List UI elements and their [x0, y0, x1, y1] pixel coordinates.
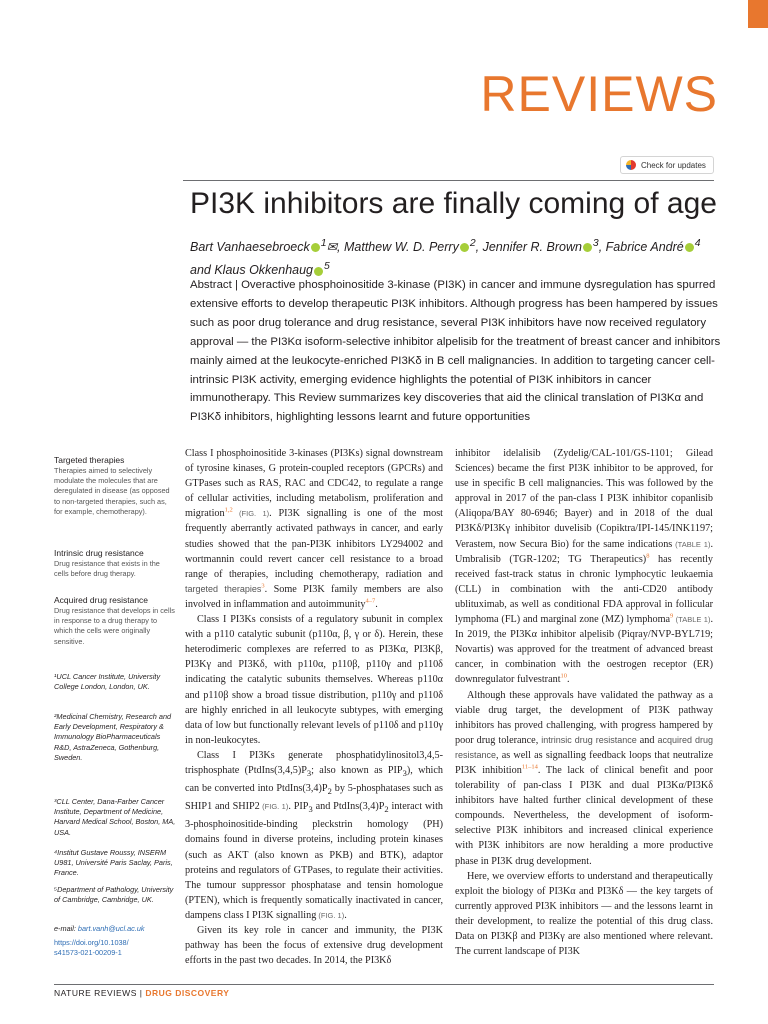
- author-name[interactable]: , Matthew W. D. Perry: [337, 240, 459, 255]
- author-name[interactable]: and Klaus Okkenhaug: [190, 263, 314, 278]
- body-column-1: [185, 446, 443, 968]
- text-run: . PIP: [288, 801, 309, 813]
- paragraph: [185, 446, 443, 612]
- affiliation-sup: 3: [592, 238, 599, 249]
- affiliation-sup: 5: [324, 261, 330, 273]
- paragraph: [185, 748, 443, 923]
- glossary-term: Acquired drug resistance: [54, 595, 149, 605]
- figure-ref[interactable]: (FIG. 1): [259, 802, 289, 812]
- text-run: ; also known as PIP: [311, 764, 403, 776]
- check-for-updates-button[interactable]: [620, 156, 714, 174]
- citation[interactable]: 10: [560, 673, 568, 681]
- check-for-updates-label: Check for updates: [641, 160, 706, 170]
- text-run: .: [567, 674, 570, 686]
- text-run: interact with 3-phosphoinositide-binding pleckstrin homology (PH) domains found in diverse proteins, including protein kinases (such as AKT (also known as PKB) and BTK), adaptor proteins and regulators of GTPases, to regulate their activities. The tumour suppressor phosphatase and tensin homologue (PTEN), which is frequently somatically inactivated in cancer, dampens class I PI3K signalling: [185, 801, 443, 921]
- glossary-definition: Therapies aimed to selectively modulate the molecules that are deregulated in disease (as opposed to non-targeted therapies, such as, for example, chemotherapy).: [54, 466, 170, 516]
- subscript: 3: [308, 804, 313, 815]
- text-run: Class I PI3Ks generate phosphatidylinositol3,4,5-trisphosphate (PtdIns(3,4,5)P: [185, 749, 443, 776]
- text-run: . Some PI3K family members are also involved in inflammation and autoimmunity: [185, 583, 443, 610]
- subscript: 2: [327, 786, 332, 797]
- glossary-link[interactable]: intrinsic drug resistance: [541, 734, 637, 745]
- text-run: , as well as signalling feedback loops that neutralize PI3K inhibition: [455, 749, 713, 776]
- author-name[interactable]: , Fabrice André: [598, 240, 684, 255]
- figure-ref[interactable]: (FIG. 1): [316, 910, 345, 920]
- doi-link[interactable]: [54, 938, 176, 958]
- orcid-icon[interactable]: [685, 243, 694, 252]
- orcid-icon[interactable]: [583, 243, 592, 252]
- text-run: by 5-phosphatases such as SHIP1 and SHIP2: [185, 783, 443, 813]
- corner-tab: [748, 0, 768, 28]
- affiliation: ¹UCL Cancer Institute, University College London, London, UK.: [54, 672, 161, 692]
- affiliation: ⁵Department of Pathology, University of Cambridge, Cambridge, UK.: [54, 885, 174, 905]
- text-run: and: [636, 734, 658, 746]
- paragraph: Class I PI3Ks consists of a regulatory subunit in complex with a p110 catalytic subunit (p110α, β, γ or δ). Herein, these heterodimeric complexes are referred to as PI3Kα, PI3Kβ, PI3Kγ and PI3Kδ, with p110α, p110β, p110γ and p110δ indicating the catalytic subunits themselves. Whereas p110α and p110β show a broad tissue distribution, p110γ and p110δ are highly enriched in all leukocyte subtypes, with emerging data of low but functionally relevant levels of p110δ and p110γ in non-leukocytes.: [185, 614, 443, 746]
- doi-line: s41573-021-00209-1: [54, 948, 122, 958]
- citation[interactable]: 1,2: [224, 506, 233, 514]
- article-title: PI3K inhibitors are finally coming of age: [190, 187, 717, 220]
- subscript: 2: [384, 804, 389, 815]
- footer-separator: |: [136, 988, 146, 998]
- text-run: inhibitor idelalisib (Zydelig/CAL-101/GS-1101; Gilead Sciences) became the first PI3K inhibitor to be approved, for use in specific B cell malignancies. This was followed by the approval in 2017 of the pan-class I PI3K inhibitor copanlisib (Aliqopa/BAY 80-6946; Bayer) and in 2018 of the dual PI3Kδ/PI3Kγ inhibitor duvelisib (Copiktra/IPI-145/INK1197; Verastem, now Secura Bio) for the same indications: [455, 448, 713, 550]
- glossary-definition: Drug resistance that exists in the cells before drug therapy.: [54, 559, 160, 579]
- glossary-definition: Drug resistance that develops in cells in response to a drug therapy to which the cells were originally sensitive.: [54, 606, 175, 646]
- title-rule: [183, 180, 714, 181]
- paragraph: Here, we overview efforts to understand and therapeutically exploit the biology of PI3Kα and PI3Kδ — the key targets of currently approved PI3K inhibitors — and the lessons learnt in their development, to realize the potential of this drug class. Data on PI3Kβ and PI3Kγ are also mentioned where relevant. The current landscape of PI3K: [455, 870, 713, 958]
- email-label: e-mail:: [54, 924, 78, 933]
- citation[interactable]: 11–14: [521, 763, 538, 771]
- footer-section: DRUG DISCOVERY: [145, 988, 230, 998]
- mail-icon[interactable]: ✉: [326, 240, 338, 255]
- paragraph: Given its key role in cancer and immunity, the PI3K pathway has been the focus of extensive drug development efforts in the past two decades. In 2014, the PI3Kδ: [185, 925, 443, 967]
- section-label: REVIEWS: [480, 66, 718, 122]
- affiliation: ⁴Institut Gustave Roussy, INSERM U981, Université Paris Saclay, Paris, France.: [54, 848, 173, 878]
- text-run: ), which can be converted into PtdIns(3,4)P: [185, 764, 443, 795]
- text-run: has recently received fast-track status in chronic lymphocytic leukaemia (CLL) in combination with the anti-CD20 antibody ublituximab, as well as conditional FDA approval in follicular lymphoma (FL) and marginal zone (MZ) lymphoma: [455, 553, 713, 626]
- text-run: Class I phosphoinositide 3-kinases (PI3Ks) signal downstream of tyrosine kinases, G protein-coupled receptors (GPCRs) and GTPases such as RAS, RAC and CDC42, to regulate a range of cellular activities, including metabolism, proliferation and migration: [185, 448, 443, 520]
- affiliation: ²Medicinal Chemistry, Research and Early Development, Respiratory & Immunology BioPharmaceuticals R&D, AstraZeneca, Gothenburg, Sweden.: [54, 712, 172, 762]
- text-run: and PtdIns(3,4)P: [312, 801, 385, 813]
- email-line: [54, 924, 176, 934]
- table-ref[interactable]: (TABLE 1): [672, 539, 711, 549]
- text-run: .: [375, 598, 378, 610]
- author-name[interactable]: Bart Vanhaesebroeck: [190, 240, 310, 255]
- glossary-link[interactable]: acquired drug resistance: [455, 734, 713, 760]
- text-run: . The lack of clinical benefit and poor tolerability of pan-class I PI3K and dual PI3Kα/PI3Kδ inhibitors have halted further clinical development of these compounds. Nevertheless, the development of isoform-selective PI3K inhibitors and increased clinical experience with PI3K inhibitors are now heralding a more productive phase in PI3K drug development.: [455, 764, 713, 867]
- glossary-term: Intrinsic drug resistance: [54, 548, 144, 558]
- citation[interactable]: 8: [646, 552, 650, 560]
- crossmark-icon: [626, 160, 636, 170]
- glossary-term: Targeted therapies: [54, 455, 125, 465]
- citation[interactable]: 4–7: [365, 597, 376, 605]
- orcid-icon[interactable]: [311, 243, 320, 252]
- text-run: .: [344, 909, 347, 921]
- glossary-link[interactable]: targeted therapies: [185, 583, 262, 594]
- subscript: 3: [402, 768, 407, 778]
- paragraph: [455, 446, 713, 688]
- paragraph: [455, 688, 713, 869]
- citation[interactable]: 3: [261, 582, 265, 590]
- footer: [54, 988, 229, 998]
- affiliation-sup: 4: [694, 238, 701, 249]
- orcid-icon[interactable]: [460, 243, 469, 252]
- text-run: . In 2019, the PI3Kα inhibitor alpelisib (Piqray/NVP-BYL719; Novartis) was approved for the treatment of advanced breast cancer, in combination with the oestrogen receptor (ER) downregulator fulvestrant: [455, 614, 713, 686]
- orcid-icon[interactable]: [314, 267, 323, 276]
- table-ref[interactable]: (TABLE 1): [673, 615, 711, 625]
- citation[interactable]: 9: [670, 612, 674, 620]
- text-run: Although these approvals have validated the pathway as a viable drug target, the development of PI3K pathway inhibitors has proved challenging, with progress hampered by poor drug tolerance,: [455, 689, 713, 746]
- body-column-2: [455, 446, 713, 959]
- author-list: [190, 234, 730, 280]
- affiliation-sup: 1: [320, 238, 327, 249]
- footer-journal: NATURE REVIEWS: [54, 988, 137, 998]
- footer-rule: [54, 984, 714, 985]
- figure-ref[interactable]: (FIG. 1): [232, 509, 270, 519]
- glossary-targeted-therapies: [54, 455, 176, 517]
- abstract: Abstract | Overactive phosphoinositide 3-kinase (PI3K) in cancer and immune dysregulation has spurred extensive efforts to develop therapeutic PI3K inhibitors. Although progress has been hampered by issues such as poor drug tolerance and drug resistance, several PI3K inhibitors have now received regulatory approval — the PI3Kα isoform-selective inhibitor alpelisib for the treatment of breast cancer and inhibitors mainly aimed at the leukocyte-enriched PI3Kδ in B cell malignancies. In addition to targeting cancer cell-intrinsic PI3K activity, emerging evidence highlights the potential of PI3K inhibitors in cancer immunotherapy. This Review summarizes key discoveries that aid the clinical translation of PI3Kα and PI3Kδ inhibitors, highlighting lessons learnt and future opportunities: [190, 279, 721, 424]
- email-link[interactable]: bart.vanh@ucl.ac.uk: [77, 924, 145, 933]
- doi-line: https://doi.org/10.1038/: [54, 938, 129, 947]
- author-name[interactable]: , Jennifer R. Brown: [475, 240, 582, 255]
- affiliation-sup: 2: [469, 238, 476, 249]
- glossary-acquired-resistance: [54, 595, 176, 647]
- glossary-intrinsic-resistance: [54, 548, 176, 579]
- text-run: . PI3K signalling is one of the most frequently aberrantly activated pathways in cancer, and early studies showed that the pan-PI3K inhibitors LY294002 and wortmannin could revert cancer cell resistance to a broad range of therapies, including chemotherapy, radiation and: [185, 508, 443, 580]
- text-run: . Umbralisib (TGR-1202; TG Therapeutics): [455, 538, 713, 565]
- subscript: 3: [306, 768, 312, 778]
- affiliation: ³CLL Center, Dana-Farber Cancer Institute, Department of Medicine, Harvard Medical School, Boston, MA, USA.: [54, 797, 176, 837]
